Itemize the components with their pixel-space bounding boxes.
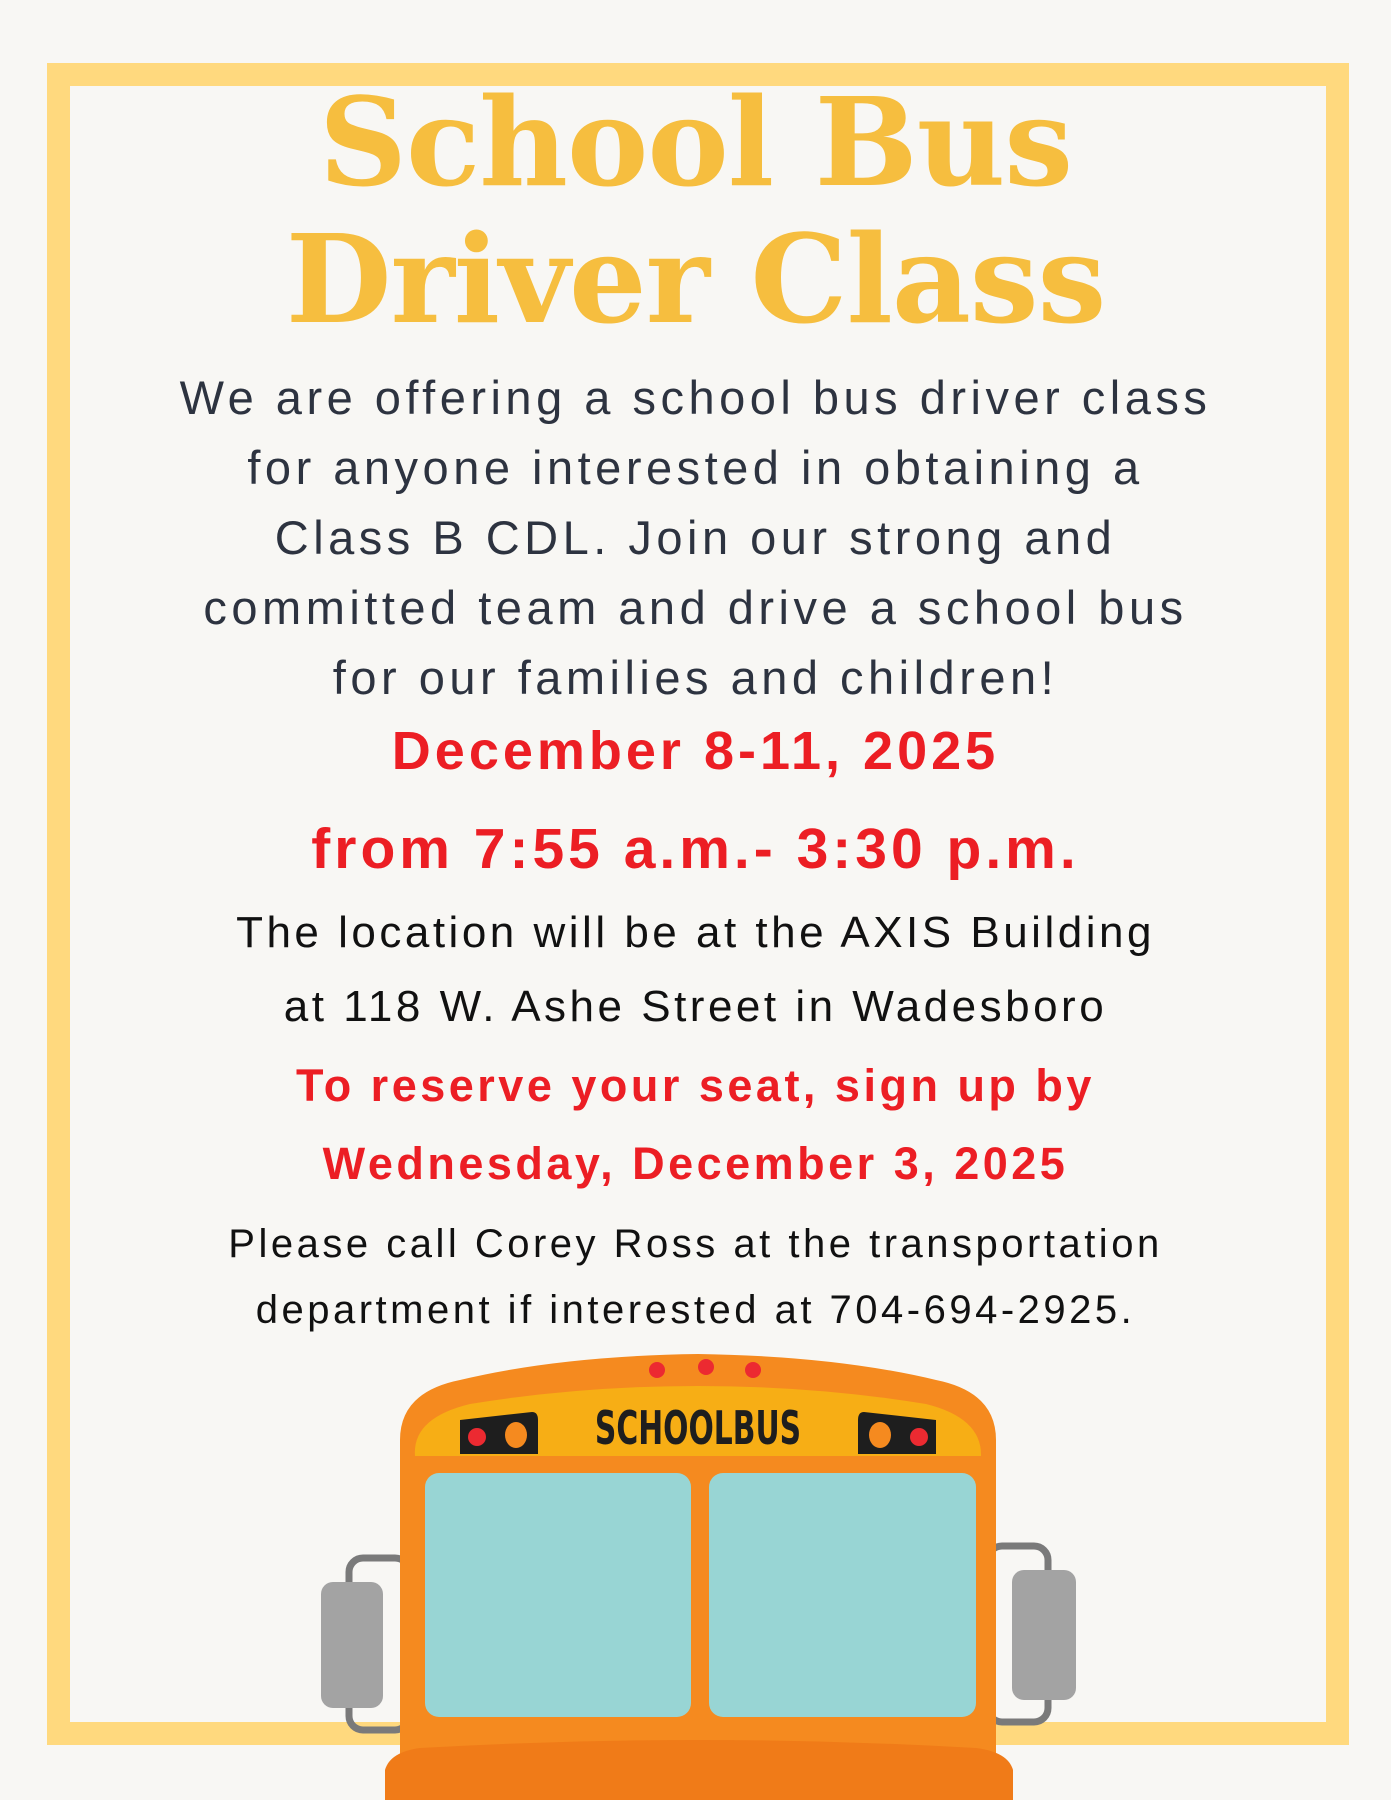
bus-sign-text: SCHOOLBUS [594, 1402, 802, 1456]
title-line-2: Driver Class [285, 207, 1106, 351]
roof-light-icon [698, 1359, 714, 1375]
right-windshield [709, 1473, 976, 1717]
intro-line-2: for anyone interested in obtaining a [247, 441, 1144, 494]
location-line-2: at 118 W. Ashe Street in Wadesboro [283, 982, 1108, 1031]
bus-hood [385, 1740, 1013, 1800]
deadline-line-2: Wednesday, December 3, 2025 [322, 1138, 1069, 1189]
roof-light-icon [745, 1362, 761, 1378]
left-windshield [425, 1473, 691, 1717]
class-dates: December 8-11, 2025 [391, 721, 1000, 781]
title-line-1: School Bus [318, 70, 1073, 214]
deadline-line-1: To reserve your seat, sign up by [296, 1060, 1095, 1111]
left-mirror [321, 1558, 409, 1730]
intro-line-4: committed team and drive a school bus [203, 581, 1188, 634]
intro-line-1: We are offering a school bus driver class [179, 371, 1212, 424]
contact-line-1: Please call Corey Ross at the transportation [228, 1222, 1163, 1266]
right-mirror [988, 1546, 1076, 1722]
class-times: from 7:55 a.m.- 3:30 p.m. [311, 817, 1080, 881]
location-line-1: The location will be at the AXIS Building [236, 908, 1155, 957]
intro-line-5: for our families and children! [332, 651, 1059, 704]
roof-light-icon [649, 1362, 665, 1378]
contact-line-2: department if interested at 704-694-2925. [255, 1288, 1136, 1332]
intro-line-3: Class B CDL. Join our strong and [274, 511, 1117, 564]
